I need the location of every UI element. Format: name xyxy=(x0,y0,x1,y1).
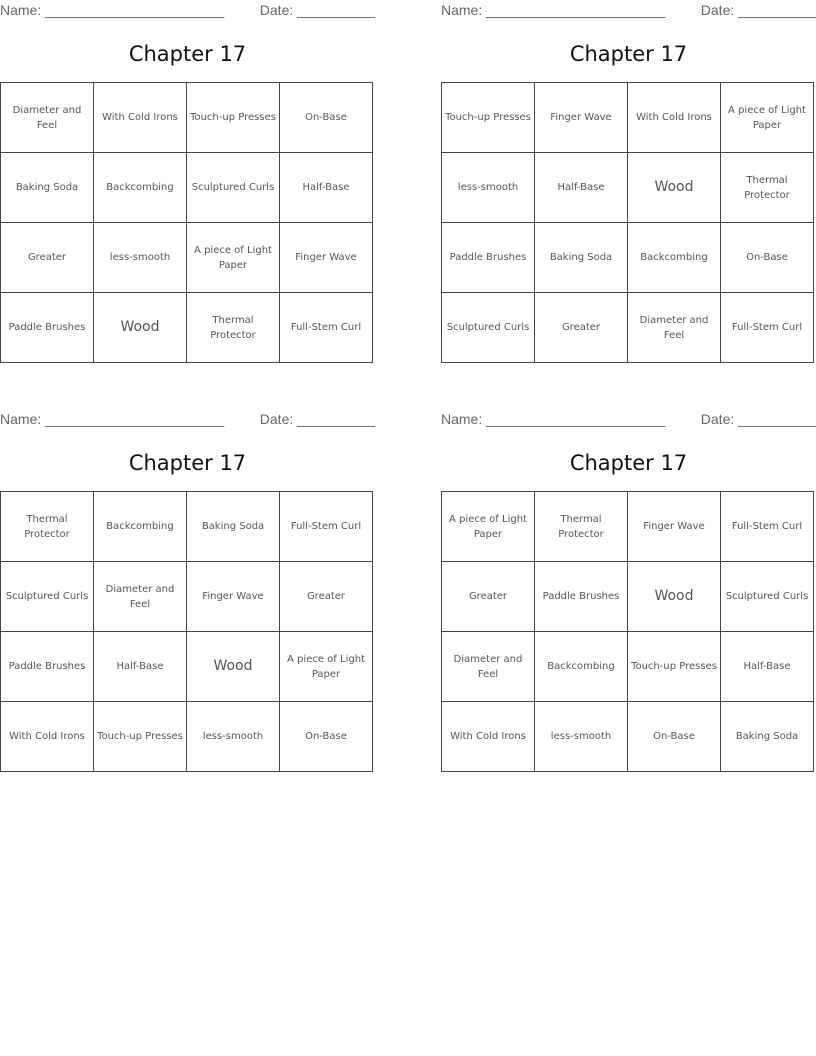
grid-cell: Half-Base xyxy=(535,153,628,223)
grid-cell: Full-Stem Curl xyxy=(721,492,814,562)
bingo-grid xyxy=(0,82,373,363)
grid-cell: Greater xyxy=(442,562,535,632)
grid-cell: A piece of Light Paper xyxy=(721,83,814,153)
name-date-row xyxy=(0,411,375,429)
grid-cell: Thermal Protector xyxy=(187,293,280,363)
grid-cell: On-Base xyxy=(280,83,373,153)
bingo-card xyxy=(441,0,816,380)
grid-cell: Diameter and Feel xyxy=(1,83,94,153)
card-title: Chapter 17 xyxy=(569,42,688,66)
bingo-grid xyxy=(441,82,814,363)
grid-cell: On-Base xyxy=(628,702,721,772)
grid-cell: Finger Wave xyxy=(280,223,373,293)
bingo-grid xyxy=(0,491,373,772)
grid-cell: Wood xyxy=(187,632,280,702)
grid-cell: Paddle Brushes xyxy=(1,632,94,702)
grid-cell: Half-Base xyxy=(280,153,373,223)
grid-cell: Baking Soda xyxy=(1,153,94,223)
grid-cell: Greater xyxy=(535,293,628,363)
grid-cell: Touch-up Presses xyxy=(94,702,187,772)
name-field-label: Name: _______________________ xyxy=(0,411,225,427)
grid-row xyxy=(442,492,814,562)
grid-cell: Paddle Brushes xyxy=(442,223,535,293)
name-field-label: Name: _______________________ xyxy=(441,2,666,18)
bingo-card xyxy=(0,0,375,380)
grid-cell: A piece of Light Paper xyxy=(280,632,373,702)
grid-row xyxy=(442,153,814,223)
grid-cell: A piece of Light Paper xyxy=(442,492,535,562)
grid-row xyxy=(1,492,373,562)
grid-cell: Finger Wave xyxy=(187,562,280,632)
grid-cell: Wood xyxy=(628,562,721,632)
grid-row xyxy=(442,632,814,702)
grid-row xyxy=(1,293,373,363)
grid-cell: less-smooth xyxy=(187,702,280,772)
grid-cell: less-smooth xyxy=(535,702,628,772)
name-date-row xyxy=(441,411,816,429)
grid-row xyxy=(1,632,373,702)
grid-cell: Finger Wave xyxy=(535,83,628,153)
grid-cell: With Cold Irons xyxy=(94,83,187,153)
grid-cell: less-smooth xyxy=(94,223,187,293)
grid-cell: Touch-up Presses xyxy=(187,83,280,153)
date-field-label: Date: __________ xyxy=(700,2,816,18)
grid-row xyxy=(442,562,814,632)
grid-row xyxy=(1,562,373,632)
grid-cell: Baking Soda xyxy=(187,492,280,562)
grid-cell: Greater xyxy=(1,223,94,293)
grid-cell: Backcombing xyxy=(94,492,187,562)
grid-cell: Full-Stem Curl xyxy=(280,293,373,363)
card-title: Chapter 17 xyxy=(569,451,688,475)
name-date-row xyxy=(441,2,816,20)
grid-cell: Paddle Brushes xyxy=(535,562,628,632)
grid-cell: Greater xyxy=(280,562,373,632)
grid-cell: Finger Wave xyxy=(628,492,721,562)
grid-cell: Wood xyxy=(628,153,721,223)
grid-row xyxy=(1,153,373,223)
grid-cell: Sculptured Curls xyxy=(1,562,94,632)
grid-cell: Baking Soda xyxy=(721,702,814,772)
grid-cell: Sculptured Curls xyxy=(187,153,280,223)
grid-cell: Sculptured Curls xyxy=(721,562,814,632)
grid-cell: With Cold Irons xyxy=(442,702,535,772)
grid-row xyxy=(1,83,373,153)
grid-cell: Half-Base xyxy=(94,632,187,702)
grid-cell: Thermal Protector xyxy=(721,153,814,223)
grid-cell: Diameter and Feel xyxy=(442,632,535,702)
grid-cell: On-Base xyxy=(721,223,814,293)
grid-cell: Diameter and Feel xyxy=(628,293,721,363)
grid-cell: A piece of Light Paper xyxy=(187,223,280,293)
grid-row xyxy=(442,83,814,153)
grid-cell: less-smooth xyxy=(442,153,535,223)
name-date-row xyxy=(0,2,375,20)
grid-cell: With Cold Irons xyxy=(628,83,721,153)
grid-cell: Diameter and Feel xyxy=(94,562,187,632)
grid-cell: Touch-up Presses xyxy=(628,632,721,702)
bingo-grid xyxy=(441,491,814,772)
grid-row xyxy=(1,223,373,293)
grid-row xyxy=(442,293,814,363)
grid-cell: On-Base xyxy=(280,702,373,772)
bingo-card xyxy=(441,409,816,789)
grid-cell: Backcombing xyxy=(535,632,628,702)
grid-row xyxy=(442,702,814,772)
date-field-label: Date: __________ xyxy=(259,411,375,427)
grid-row xyxy=(1,702,373,772)
name-field-label: Name: _______________________ xyxy=(441,411,666,427)
grid-cell: Thermal Protector xyxy=(1,492,94,562)
card-title: Chapter 17 xyxy=(128,451,247,475)
name-field-label: Name: _______________________ xyxy=(0,2,225,18)
grid-cell: Full-Stem Curl xyxy=(280,492,373,562)
grid-cell: Half-Base xyxy=(721,632,814,702)
grid-cell: Sculptured Curls xyxy=(442,293,535,363)
date-field-label: Date: __________ xyxy=(259,2,375,18)
date-field-label: Date: __________ xyxy=(700,411,816,427)
grid-cell: Paddle Brushes xyxy=(1,293,94,363)
grid-cell: With Cold Irons xyxy=(1,702,94,772)
grid-cell: Thermal Protector xyxy=(535,492,628,562)
grid-cell: Wood xyxy=(94,293,187,363)
bingo-card xyxy=(0,409,375,789)
grid-cell: Backcombing xyxy=(94,153,187,223)
grid-cell: Backcombing xyxy=(628,223,721,293)
grid-row xyxy=(442,223,814,293)
card-title: Chapter 17 xyxy=(128,42,247,66)
grid-cell: Full-Stem Curl xyxy=(721,293,814,363)
grid-cell: Baking Soda xyxy=(535,223,628,293)
grid-cell: Touch-up Presses xyxy=(442,83,535,153)
